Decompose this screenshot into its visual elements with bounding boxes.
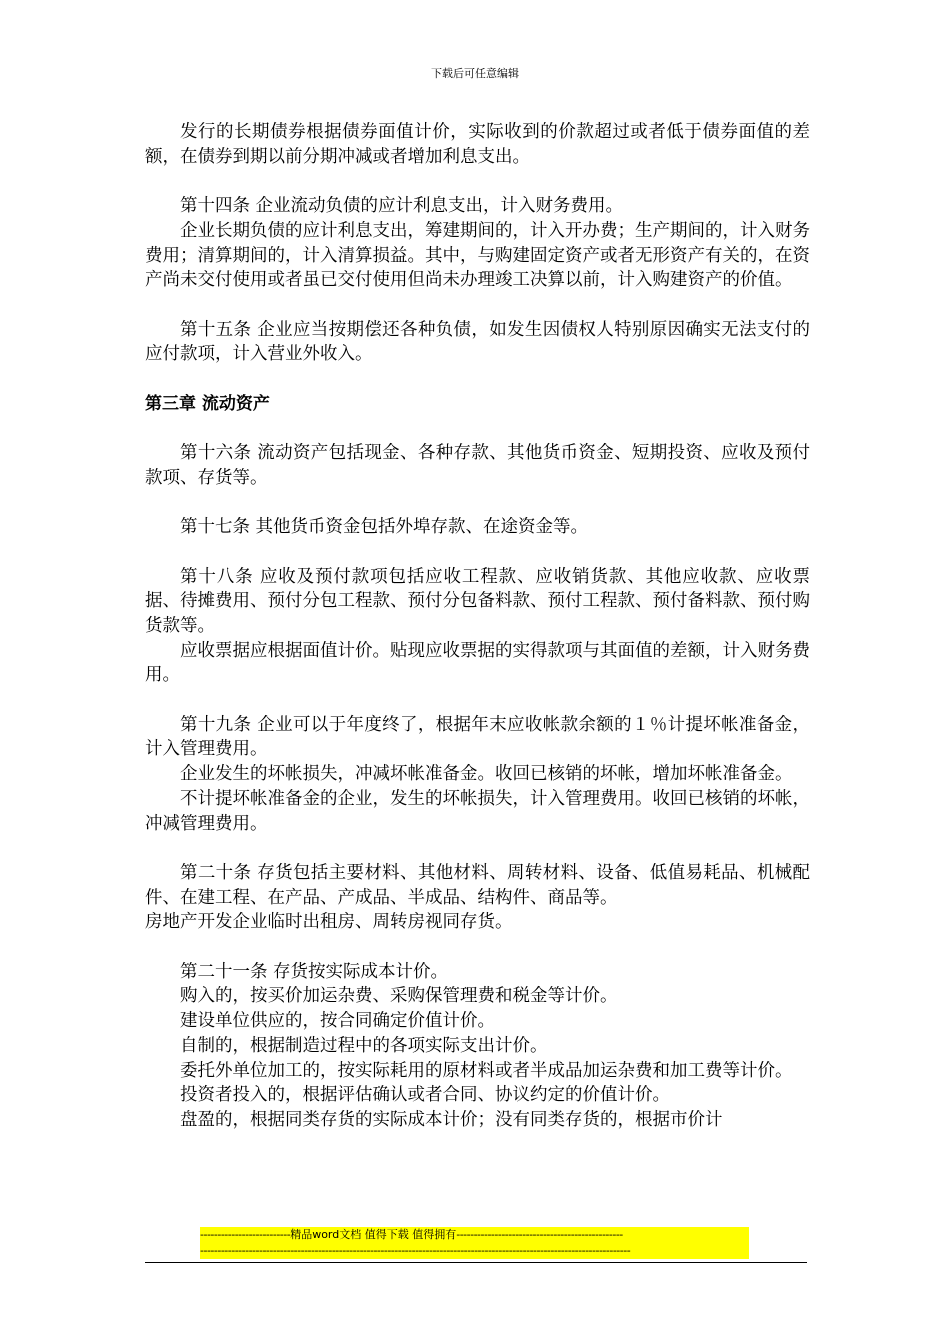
paragraph-long-term-liability-interest: 企业长期负债的应计利息支出，筹建期间的，计入开办费；生产期间的，计入财务费用；清算期间的，计入清算损益。其中，与购建固定资产或者无形资产有关的，在资产尚未交付使用或者虽已交付使用但尚未办理竣工决算以前，计入购建资产的价值。 [145,220,810,291]
document-body [145,120,810,1133]
paragraph-investor-contributed: 投资者投入的，根据评估确认或者合同、协议约定的价值计价。 [180,1085,670,1106]
paragraph-article-20: 第二十条 存货包括主要材料、其他材料、周转材料、设备、低值易耗品、机械配件、在建工程、在产品、产成品、半成品、结构件、商品等。 [145,862,810,908]
footer-line-1 [200,1227,749,1243]
paragraph-bad-debt-loss: 企业发生的坏帐损失，冲减坏帐准备金。收回已核销的坏帐，增加坏帐准备金。 [180,764,793,785]
chapter-heading: 第三章 流动资产 [145,393,270,414]
paragraph-article-14: 第十四条 企业流动负债的应计利息支出，计入财务费用。 [180,196,624,217]
footer-dashes-full: ---------------------------------------------------------------------------------------------------------------------------- [200,1244,631,1257]
footer-line-2 [200,1243,749,1259]
paragraph-supplied-by-client: 建设单位供应的，按合同确定价值计价。 [180,1011,495,1032]
footer-dashes-lead: -------------------------- [200,1228,291,1241]
paragraph-article-18: 第十八条 应收及预付款项包括应收工程款、应收销货款、其他应收款、应收票据、待摊费用、预付分包工程款、预付分包备料款、预付工程款、预付备料款、预付购货款等。 [145,566,810,636]
paragraph-notes-receivable: 应收票据应根据面值计价。贴现应收票据的实得款项与其面值的差额，计入财务费用。 [145,640,810,686]
paragraph-article-19: 第十九条 企业可以于年度终了，根据年末应收帐款余额的１％计提坏帐准备金，计入管理费用。 [145,714,810,760]
paragraph-inventory-surplus: 盘盈的，根据同类存货的实际成本计价；没有同类存货的，根据市价计 [180,1109,723,1130]
paragraph-no-bad-debt-reserve: 不计提坏帐准备金的企业，发生的坏帐损失，计入管理费用。收回已核销的坏帐，冲减管理费用。 [145,788,810,834]
paragraph-long-term-bonds: 发行的长期债券根据债券面值计价，实际收到的价款超过或者低于债券面值的差额，在债券到期以前分期冲减或者增加利息支出。 [145,122,810,167]
paragraph-article-16: 第十六条 流动资产包括现金、各种存款、其他货币资金、短期投资、应收及预付款项、存货等。 [145,443,810,488]
footer-slogan: 精品word文档 值得下载 值得拥有 [290,1228,457,1241]
paragraph-self-made: 自制的，根据制造过程中的各项实际支出计价。 [180,1035,548,1056]
paragraph-article-17: 第十七条 其他货币资金包括外埠存款、在途资金等。 [180,517,589,538]
footer-dashes-tail: ------------------------------------------------ [456,1228,623,1241]
page-header: 下载后可任意编辑 [431,67,519,80]
footer-rule [145,1262,807,1263]
paragraph-purchased: 购入的，按买价加运杂费、采购保管理费和税金等计价。 [180,986,618,1007]
paragraph-article-15: 第十五条 企业应当按期偿还各种负债，如发生因债权人特别原因确实无法支付的应付款项，计入营业外收入。 [145,319,810,365]
footer-watermark-band [200,1227,749,1259]
paragraph-outsourced-processing: 委托外单位加工的，按实际耗用的原材料或者半成品加运杂费和加工费等计价。 [180,1060,793,1081]
paragraph-real-estate-inventory: 房地产开发企业临时出租房、周转房视同存货。 [145,912,513,933]
paragraph-article-21: 第二十一条 存货按实际成本计价。 [180,961,449,982]
